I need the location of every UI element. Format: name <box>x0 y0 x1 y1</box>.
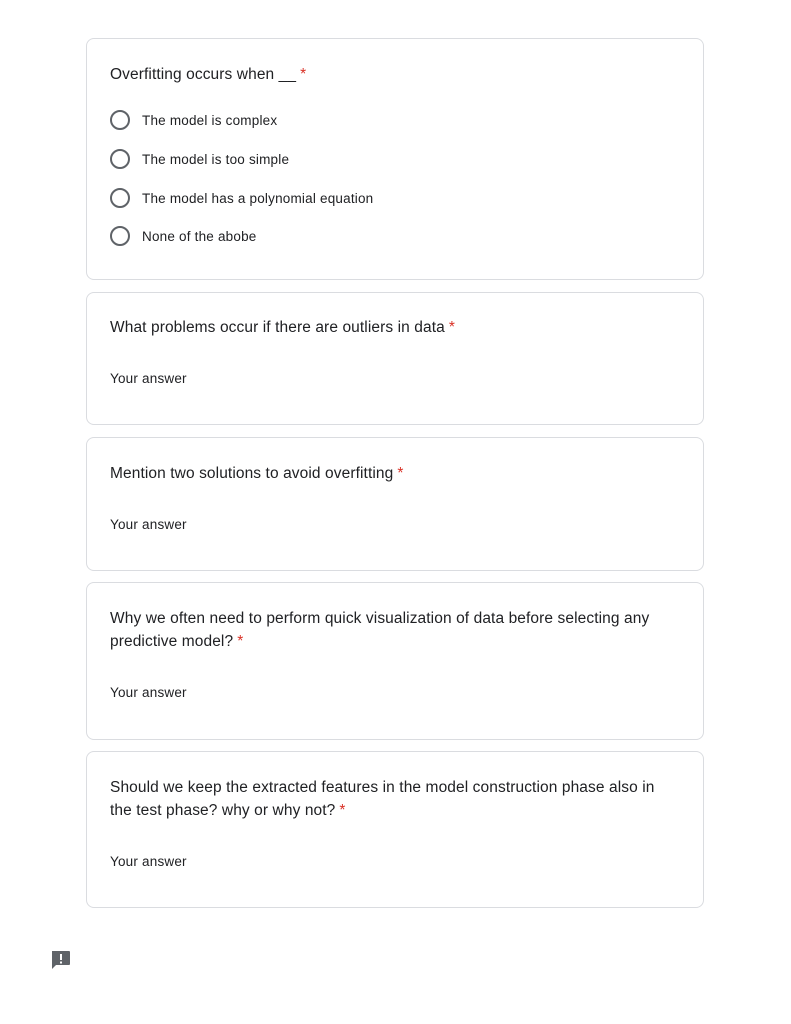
radio-option[interactable] <box>110 225 257 247</box>
question-card-outliers <box>86 292 704 425</box>
radio-option-label: None of the abobe <box>142 228 257 244</box>
answer-input[interactable]: Your answer <box>110 854 187 869</box>
question-title-text: Why we often need to perform quick visualization of data before selecting any predictive model? <box>110 610 650 650</box>
radio-option[interactable] <box>110 148 289 170</box>
question-title-text: Mention two solutions to avoid overfitting <box>110 465 394 482</box>
required-asterisk: * <box>237 633 244 650</box>
report-feedback-icon <box>50 950 71 970</box>
question-card-overfitting-solutions <box>86 437 704 571</box>
radio-button[interactable] <box>110 149 130 169</box>
question-card-overfitting <box>86 38 704 280</box>
question-title <box>110 316 663 339</box>
report-feedback-button[interactable] <box>50 950 71 970</box>
required-asterisk: * <box>448 319 455 336</box>
radio-button[interactable] <box>110 110 130 130</box>
radio-option-label: The model has a polynomial equation <box>142 190 374 206</box>
answer-input[interactable]: Your answer <box>110 685 187 700</box>
question-card-visualization <box>86 582 704 740</box>
radio-option[interactable] <box>110 187 373 209</box>
answer-input[interactable]: Your answer <box>110 371 187 386</box>
required-asterisk: * <box>397 465 404 482</box>
question-title <box>110 776 663 822</box>
radio-option[interactable] <box>110 109 277 131</box>
radio-option-label: The model is too simple <box>142 151 290 167</box>
required-asterisk: * <box>339 802 346 819</box>
question-title <box>110 607 663 653</box>
question-title <box>110 462 663 485</box>
radio-button[interactable] <box>110 226 130 246</box>
radio-button[interactable] <box>110 188 130 208</box>
question-title <box>110 63 663 86</box>
question-title-text: Overfitting occurs when __ <box>110 66 297 83</box>
question-title-text: What problems occur if there are outliers in data <box>110 319 445 336</box>
question-title-text: Should we keep the extracted features in the model construction phase also in the test phase? why or why not? <box>110 779 655 819</box>
answer-input[interactable]: Your answer <box>110 517 187 532</box>
question-card-extracted-features <box>86 751 704 908</box>
radio-option-label: The model is complex <box>142 112 278 128</box>
required-asterisk: * <box>300 66 307 83</box>
